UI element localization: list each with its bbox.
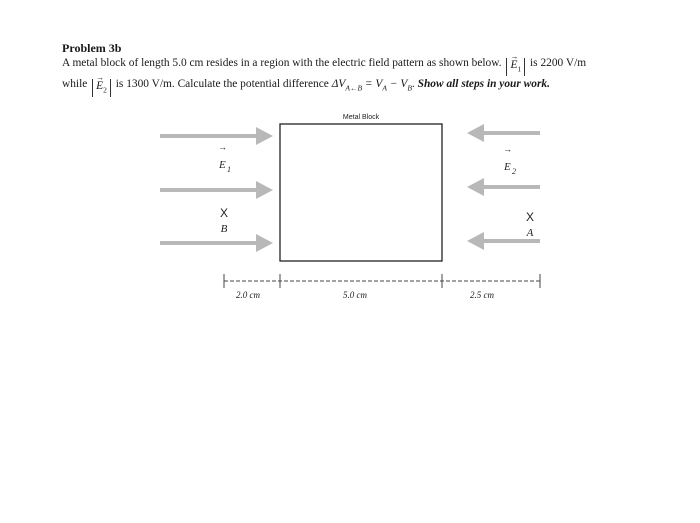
svg-text:E: E (219, 159, 226, 171)
problem-title: Problem 3b (62, 41, 122, 55)
problem-text-1: A metal block of length 5.0 cm resides in a region with the electric field pattern as shown below. (62, 57, 502, 69)
point-a-label: A (526, 227, 534, 239)
e2-field-label (503, 144, 516, 176)
e1-value-text: is 2200 V/m (530, 57, 587, 69)
va-symbol: = $V_A$ (364, 78, 387, 93)
e1-vector-symbol: → E (510, 52, 519, 71)
dimension-left: 2.0 cm (236, 290, 260, 300)
svg-text:→: → (218, 142, 227, 152)
metal-block-label: Metal Block (342, 114, 380, 121)
arrow-icon (160, 181, 273, 199)
instruction-text: Show all steps in your work. (417, 78, 550, 90)
point-b-mark: X (219, 206, 229, 220)
dimension-line (224, 274, 540, 288)
svg-text:1: 1 (227, 165, 231, 174)
svg-text:→: → (503, 144, 512, 154)
while-text: while (62, 78, 88, 90)
period-text: . (411, 78, 415, 90)
left-field-arrows (160, 127, 273, 252)
dimension-middle: 5.0 cm (343, 290, 367, 300)
vector-arrow-icon: → (96, 73, 105, 82)
point-b-label: B (220, 223, 228, 235)
svg-text:2: 2 (512, 167, 516, 176)
metal-block (280, 124, 442, 261)
e1-subscript: 1 (517, 64, 522, 74)
vector-arrow-icon: → (510, 52, 519, 61)
e1-field-label (218, 142, 231, 174)
vb-symbol: − $V_B$ (386, 78, 412, 93)
arrow-icon (467, 178, 540, 196)
delta-v-symbol: $\Delta V_{A\leftarrow B}$ (331, 78, 363, 93)
arrow-icon (160, 127, 273, 145)
dimension-right: 2.5 cm (470, 290, 494, 300)
e2-value-text: is 1300 V/m. Calculate the potential difference (115, 78, 329, 90)
point-a-mark: X (525, 210, 535, 224)
e2-vector-symbol: → E (96, 73, 105, 92)
svg-text:E: E (504, 161, 511, 173)
e2-subscript: 2 (103, 85, 107, 95)
arrow-icon (160, 234, 273, 252)
arrow-icon (467, 124, 540, 142)
